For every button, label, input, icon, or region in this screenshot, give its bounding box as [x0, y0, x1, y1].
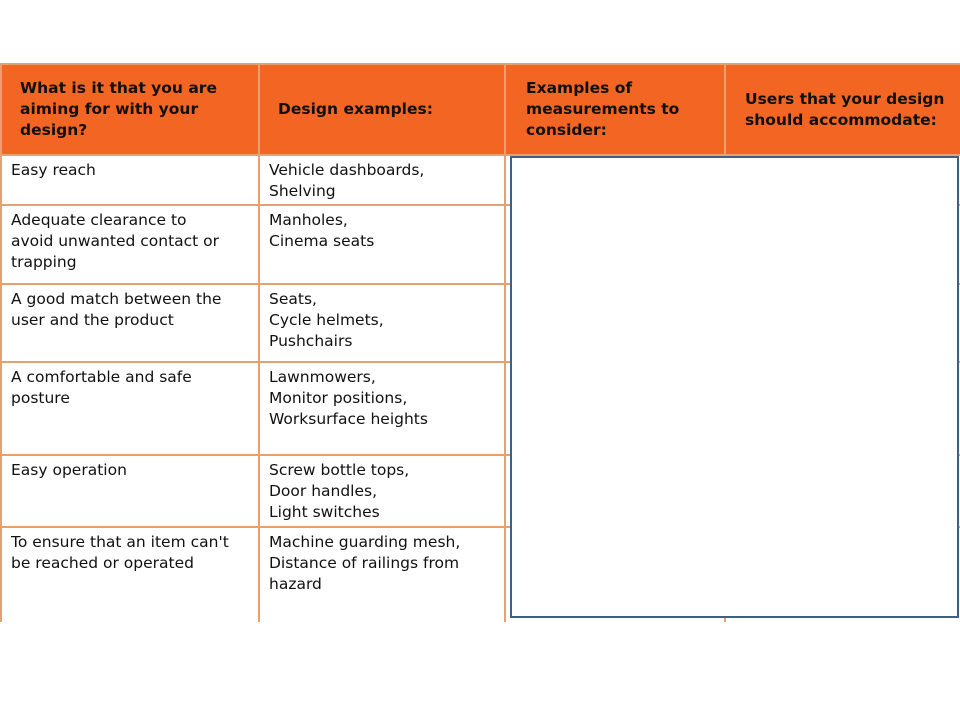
cell-text-line: Worksurface heights — [269, 410, 428, 428]
cell-text-line: Vehicle dashboards, — [269, 161, 425, 179]
aim-cell — [2, 156, 258, 204]
cell-text-line: A comfortable and safe — [11, 368, 192, 386]
cell-text-line: Adequate clearance to — [11, 211, 187, 229]
cell-text-line: Screw bottle tops, — [269, 461, 410, 479]
cell-text-line: design? — [20, 121, 88, 139]
header-text — [745, 89, 944, 131]
aim-cell — [2, 528, 258, 622]
header-measurements — [506, 65, 724, 154]
header-design-examples — [260, 65, 504, 154]
aim-cell — [2, 285, 258, 361]
cell-text-line: Cinema seats — [269, 232, 375, 250]
cell-text-line: Light switches — [269, 503, 380, 521]
cell-text-line: Easy reach — [11, 161, 96, 179]
aim-cell — [2, 206, 258, 283]
cell-text-line: hazard — [269, 575, 322, 593]
header-users — [726, 65, 960, 154]
cell-text-line: Seats, — [269, 290, 317, 308]
cell-text-line: Distance of railings from — [269, 554, 460, 572]
cell-text-line: Shelving — [269, 182, 336, 200]
header-aim — [2, 65, 258, 154]
design-example-cell — [260, 456, 504, 526]
header-text — [526, 78, 679, 141]
cell-text-line: Design examples: — [278, 100, 433, 118]
cell-text-line: trapping — [11, 253, 77, 271]
cell-text-line: consider: — [526, 121, 607, 139]
cell-text-line: A good match between the — [11, 290, 222, 308]
aim-cell — [2, 363, 258, 454]
cell-text-line: Monitor positions, — [269, 389, 408, 407]
design-example-cell — [260, 156, 504, 204]
blank-answer-box[interactable] — [510, 156, 959, 618]
header-text — [20, 78, 217, 141]
design-example-cell — [260, 528, 504, 622]
design-example-cell — [260, 363, 504, 454]
cell-text-line: Examples of — [526, 79, 633, 97]
cell-text-line: aiming for with your — [20, 100, 199, 118]
cell-text-line: What is it that you are — [20, 79, 217, 97]
cell-text-line: avoid unwanted contact or — [11, 232, 220, 250]
design-example-cell — [260, 285, 504, 361]
cell-text-line: Door handles, — [269, 482, 378, 500]
cell-text-line: Cycle helmets, — [269, 311, 384, 329]
cell-text-line: Machine guarding mesh, — [269, 533, 461, 551]
cell-text-line: Pushchairs — [269, 332, 353, 350]
cell-text-line: Easy operation — [11, 461, 127, 479]
cell-text-line: user and the product — [11, 311, 174, 329]
cell-text-line: posture — [11, 389, 70, 407]
cell-text-line: Manholes, — [269, 211, 348, 229]
cell-text-line: be reached or operated — [11, 554, 194, 572]
design-example-cell — [260, 206, 504, 283]
aim-cell — [2, 456, 258, 526]
cell-text-line: Users that your design — [745, 89, 945, 108]
cell-text-line: measurements to — [526, 100, 680, 118]
cell-text-line: should accommodate: — [745, 110, 937, 129]
cell-text-line: To ensure that an item can't — [11, 533, 229, 551]
cell-text-line: Lawnmowers, — [269, 368, 376, 386]
header-text — [278, 99, 433, 120]
